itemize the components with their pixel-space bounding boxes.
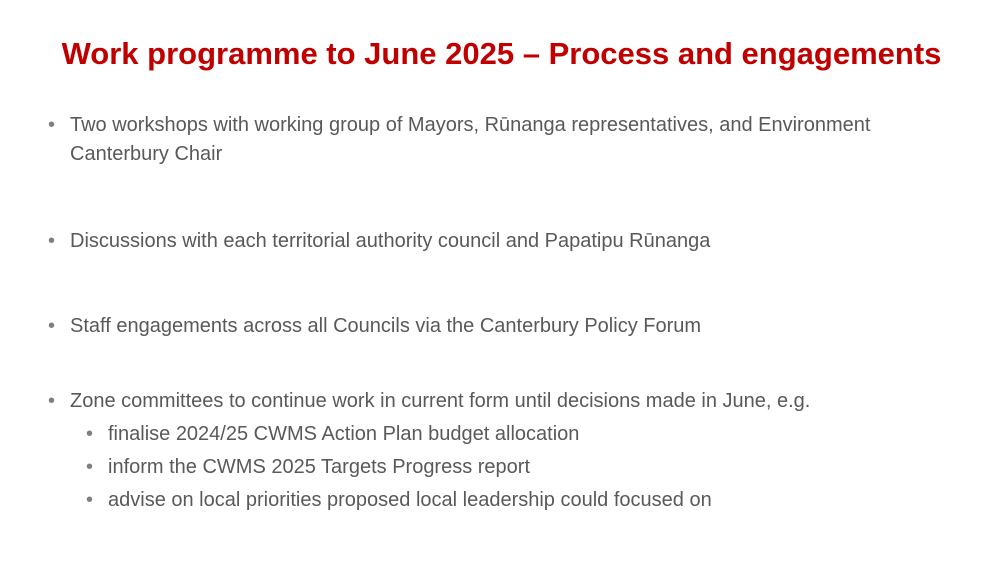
sub-bullet-text-finalise: finalise 2024/25 CWMS Action Plan budget allocation — [108, 423, 580, 445]
sub-bullet-text-advise: advise on local priorities proposed local leadership could focused on — [108, 489, 712, 511]
sub-bullet-text-inform: inform the CWMS 2025 Targets Progress report — [108, 456, 531, 478]
sub-bullet-item — [86, 420, 946, 449]
bullet-dot-icon: • — [48, 390, 56, 412]
bullet-item — [48, 111, 948, 169]
bullet-dot-icon: • — [48, 315, 56, 337]
bullet-dot-icon: • — [86, 489, 94, 511]
bullet-text-workshops: Two workshops with working group of Mayors, Rūnanga representatives, and Environment Canterbury Chair — [70, 114, 871, 165]
bullet-item — [48, 227, 948, 256]
bullet-text-discussions: Discussions with each territorial authority council and Papatipu Rūnanga — [70, 230, 711, 252]
bullet-dot-icon: • — [48, 230, 56, 252]
bullet-item — [48, 312, 948, 341]
bullet-dot-icon: • — [86, 423, 94, 445]
sub-bullet-item — [86, 486, 946, 515]
bullet-text-zone-committees: Zone committees to continue work in current form until decisions made in June, e.g. — [70, 390, 811, 412]
bullet-dot-icon: • — [48, 114, 56, 136]
bullet-text-staff-engagements: Staff engagements across all Councils via the Canterbury Policy Forum — [70, 315, 702, 337]
bullet-dot-icon: • — [86, 456, 94, 478]
bullet-item — [48, 387, 948, 416]
sub-bullet-item — [86, 453, 946, 482]
slide-title: Work programme to June 2025 – Process and engagements — [61, 36, 942, 71]
